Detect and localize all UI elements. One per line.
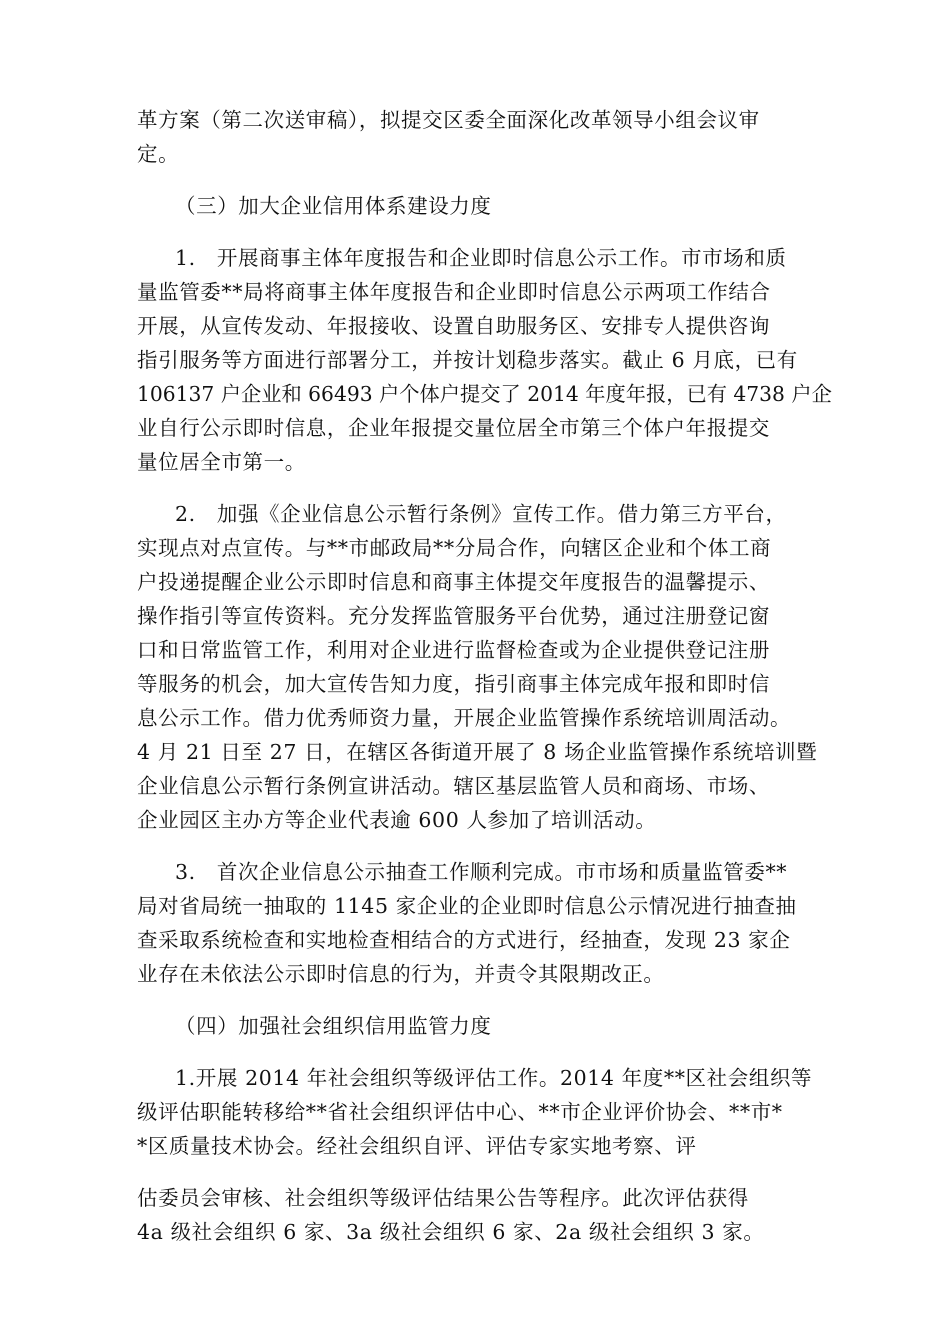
text-line: 实现点对点宣传。与**市邮政局**分局合作，向辖区企业和个体工商 [137, 536, 772, 560]
text-line: 口和日常监管工作，利用对企业进行监督检查或为企业提供登记注册 [137, 638, 770, 662]
text-line: 开展，从宣传发动、年报接收、设置自助服务区、安排专人提供咨询 [137, 314, 770, 338]
text-line: 指引服务等方面进行部署分工，并按计划稳步落实。截止 6 月底，已有 [137, 348, 798, 372]
text-line: 操作指引等宣传资料。充分发挥监管服务平台优势，通过注册登记窗 [137, 604, 770, 628]
text-line: 等服务的机会，加大宣传告知力度，指引商事主体完成年报和即时信 [137, 672, 770, 696]
section-heading: （四）加强社会组织信用监管力度 [175, 1014, 492, 1038]
text-line: 1. 开展商事主体年度报告和企业即时信息公示工作。市市场和质 [175, 246, 787, 270]
text-line: 查采取系统检查和实地检查相结合的方式进行，经抽查，发现 23 家企 [137, 928, 791, 952]
text-line: 业自行公示即时信息，企业年报提交量位居全市第三个体户年报提交 [137, 416, 770, 440]
text-line: *区质量技术协会。经社会组织自评、评估专家实地考察、评 [137, 1134, 697, 1158]
text-line: 估委员会审核、社会组织等级评估结果公告等程序。此次评估获得 [137, 1186, 749, 1210]
text-line: 定。 [137, 142, 180, 166]
text-line: 企业信息公示暂行条例宣讲活动。辖区基层监管人员和商场、市场、 [137, 774, 770, 798]
text-line: 2. 加强《企业信息公示暂行条例》宣传工作。借力第三方平台， [175, 502, 787, 526]
text-line: 户投递提醒企业公示即时信息和商事主体提交年度报告的温馨提示、 [137, 570, 770, 594]
text-line: 企业园区主办方等企业代表逾 600 人参加了培训活动。 [137, 808, 657, 832]
text-line: 局对省局统一抽取的 1145 家企业的企业即时信息公示情况进行抽查抽 [137, 894, 797, 918]
text-line: 量监管委**局将商事主体年度报告和企业即时信息公示两项工作结合 [137, 280, 771, 304]
text-line: 106137 户企业和 66493 户个体户提交了 2014 年度年报，已有 4738 户企 [137, 382, 832, 406]
text-line: 息公示工作。借力优秀师资力量，开展企业监管操作系统培训周活动。 [137, 706, 792, 730]
text-line: 量位居全市第一。 [137, 450, 306, 474]
text-line: 级评估职能转移给**省社会组织评估中心、**市企业评价协会、**市* [137, 1100, 783, 1124]
text-line: 1.开展 2014 年社会组织等级评估工作。2014 年度**区社会组织等 [175, 1066, 813, 1090]
text-line: 业存在未依法公示即时信息的行为，并责令其限期改正。 [137, 962, 665, 986]
text-line: 革方案（第二次送审稿），拟提交区委全面深化改革领导小组会议审 [137, 108, 760, 132]
text-line: 4 月 21 日至 27 日，在辖区各街道开展了 8 场企业监管操作系统培训暨 [137, 740, 818, 764]
section-heading: （三）加大企业信用体系建设力度 [175, 194, 492, 218]
text-line: 4a 级社会组织 6 家、3a 级社会组织 6 家、2a 级社会组织 3 家。 [137, 1220, 765, 1244]
text-line: 3. 首次企业信息公示抽查工作顺利完成。市市场和质量监管委** [175, 860, 788, 884]
